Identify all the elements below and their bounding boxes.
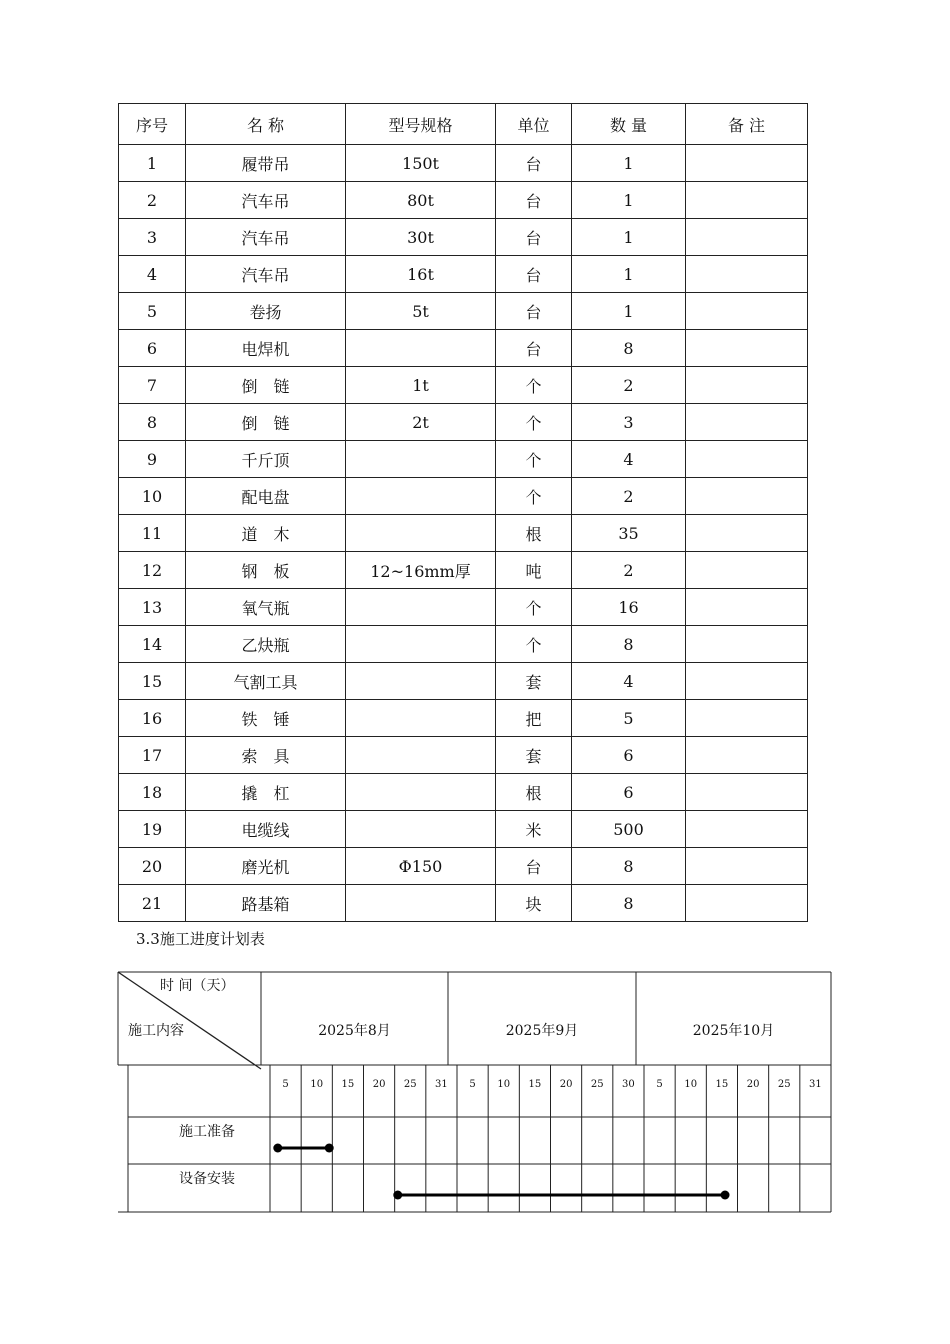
cell-unit: 把: [496, 700, 572, 737]
cell-unit: 个: [496, 626, 572, 663]
day-label: 30: [622, 1079, 635, 1090]
header-unit: 单位: [496, 104, 572, 145]
day-label: 10: [310, 1079, 324, 1090]
cell-quantity: 4: [572, 441, 686, 478]
day-label: 5: [469, 1079, 476, 1090]
cell-quantity: 1: [572, 145, 686, 182]
cell-name: 汽车吊: [186, 219, 346, 256]
cell-index: 19: [119, 811, 186, 848]
cell-quantity: 6: [572, 774, 686, 811]
cell-name: 路基箱: [186, 885, 346, 922]
cell-quantity: 3: [572, 404, 686, 441]
cell-quantity: 16: [572, 589, 686, 626]
cell-index: 8: [119, 404, 186, 441]
cell-spec: 80t: [346, 182, 496, 219]
cell-spec: 30t: [346, 219, 496, 256]
cell-name: 索 具: [186, 737, 346, 774]
cell-index: 9: [119, 441, 186, 478]
day-label: 15: [715, 1079, 729, 1090]
cell-unit: 个: [496, 367, 572, 404]
cell-quantity: 2: [572, 478, 686, 515]
cell-spec: 1t: [346, 367, 496, 404]
cell-quantity: 4: [572, 663, 686, 700]
cell-unit: 个: [496, 441, 572, 478]
cell-name: 履带吊: [186, 145, 346, 182]
header-index: 序号: [119, 104, 186, 145]
cell-quantity: 8: [572, 848, 686, 885]
day-label: 25: [403, 1079, 417, 1090]
cell-name: 钢 板: [186, 552, 346, 589]
cell-quantity: 1: [572, 293, 686, 330]
cell-index: 17: [119, 737, 186, 774]
day-label: 20: [559, 1079, 573, 1090]
month-label: 2025年10月: [692, 1023, 775, 1039]
day-label: 20: [746, 1079, 760, 1090]
cell-spec: 150t: [346, 145, 496, 182]
cell-unit: 台: [496, 145, 572, 182]
cell-quantity: 1: [572, 182, 686, 219]
cell-name: 氧气瓶: [186, 589, 346, 626]
cell-unit: 台: [496, 219, 572, 256]
day-label: 15: [341, 1079, 355, 1090]
cell-name: 气割工具: [186, 663, 346, 700]
month-label: 2025年8月: [318, 1023, 391, 1039]
cell-unit: 吨: [496, 552, 572, 589]
cell-index: 7: [119, 367, 186, 404]
cell-index: 5: [119, 293, 186, 330]
header-remark: 备 注: [686, 104, 808, 145]
cell-unit: 块: [496, 885, 572, 922]
cell-quantity: 8: [572, 626, 686, 663]
day-label: 10: [497, 1079, 511, 1090]
cell-index: 2: [119, 182, 186, 219]
cell-quantity: 1: [572, 256, 686, 293]
cell-index: 20: [119, 848, 186, 885]
cell-index: 18: [119, 774, 186, 811]
cell-name: 撬 杠: [186, 774, 346, 811]
cell-unit: 个: [496, 404, 572, 441]
cell-name: 电焊机: [186, 330, 346, 367]
cell-unit: 根: [496, 774, 572, 811]
cell-unit: 根: [496, 515, 572, 552]
cell-quantity: 8: [572, 885, 686, 922]
cell-spec: 2t: [346, 404, 496, 441]
cell-name: 磨光机: [186, 848, 346, 885]
cell-spec: 16t: [346, 256, 496, 293]
cell-index: 16: [119, 700, 186, 737]
header-spec: 型号规格: [346, 104, 496, 145]
cell-index: 3: [119, 219, 186, 256]
cell-unit: 个: [496, 589, 572, 626]
cell-spec: 5t: [346, 293, 496, 330]
cell-unit: 台: [496, 848, 572, 885]
cell-index: 14: [119, 626, 186, 663]
task-bar-start-dot: [393, 1191, 402, 1200]
day-label: 31: [435, 1079, 448, 1090]
cell-name: 汽车吊: [186, 256, 346, 293]
cell-spec: 12~16mm厚: [346, 552, 496, 589]
cell-quantity: 2: [572, 552, 686, 589]
cell-name: 电缆线: [186, 811, 346, 848]
day-label: 25: [777, 1079, 791, 1090]
corner-content-label: 施工内容: [128, 1023, 184, 1039]
cell-index: 4: [119, 256, 186, 293]
cell-name: 汽车吊: [186, 182, 346, 219]
cell-name: 倒 链: [186, 367, 346, 404]
day-label: 25: [590, 1079, 604, 1090]
task-name: 设备安装: [179, 1171, 235, 1187]
cell-name: 倒 链: [186, 404, 346, 441]
task-bar-end-dot: [721, 1191, 730, 1200]
cell-unit: 米: [496, 811, 572, 848]
day-label: 31: [809, 1079, 822, 1090]
cell-name: 卷扬: [186, 293, 346, 330]
cell-name: 配电盘: [186, 478, 346, 515]
day-label: 15: [528, 1079, 542, 1090]
task-name: 施工准备: [179, 1124, 235, 1140]
task-bar-end-dot: [325, 1144, 334, 1153]
corner-time-label: 时 间（天）: [160, 978, 235, 994]
cell-unit: 套: [496, 737, 572, 774]
cell-quantity: 500: [572, 811, 686, 848]
day-label: 10: [684, 1079, 698, 1090]
cell-index: 15: [119, 663, 186, 700]
cell-unit: 台: [496, 256, 572, 293]
cell-index: 10: [119, 478, 186, 515]
cell-index: 11: [119, 515, 186, 552]
cell-name: 铁 锤: [186, 700, 346, 737]
cell-quantity: 2: [572, 367, 686, 404]
cell-unit: 台: [496, 293, 572, 330]
cell-unit: 台: [496, 182, 572, 219]
cell-quantity: 5: [572, 700, 686, 737]
cell-index: 12: [119, 552, 186, 589]
header-quantity: 数 量: [572, 104, 686, 145]
day-label: 5: [656, 1079, 663, 1090]
cell-unit: 个: [496, 478, 572, 515]
cell-index: 13: [119, 589, 186, 626]
cell-name: 千斤顶: [186, 441, 346, 478]
cell-index: 1: [119, 145, 186, 182]
task-bar-start-dot: [273, 1144, 282, 1153]
cell-name: 乙炔瓶: [186, 626, 346, 663]
section-title: 3.3施工进度计划表: [136, 930, 265, 948]
cell-unit: 台: [496, 330, 572, 367]
cell-unit: 套: [496, 663, 572, 700]
month-label: 2025年9月: [505, 1023, 579, 1039]
cell-name: 道 木: [186, 515, 346, 552]
cell-quantity: 6: [572, 737, 686, 774]
cell-index: 6: [119, 330, 186, 367]
cell-quantity: 35: [572, 515, 686, 552]
cell-spec: Φ150: [346, 848, 496, 885]
cell-quantity: 1: [572, 219, 686, 256]
cell-quantity: 8: [572, 330, 686, 367]
cell-index: 21: [119, 885, 186, 922]
day-label: 20: [372, 1079, 386, 1090]
day-label: 5: [282, 1079, 289, 1090]
header-name: 名 称: [186, 104, 346, 145]
